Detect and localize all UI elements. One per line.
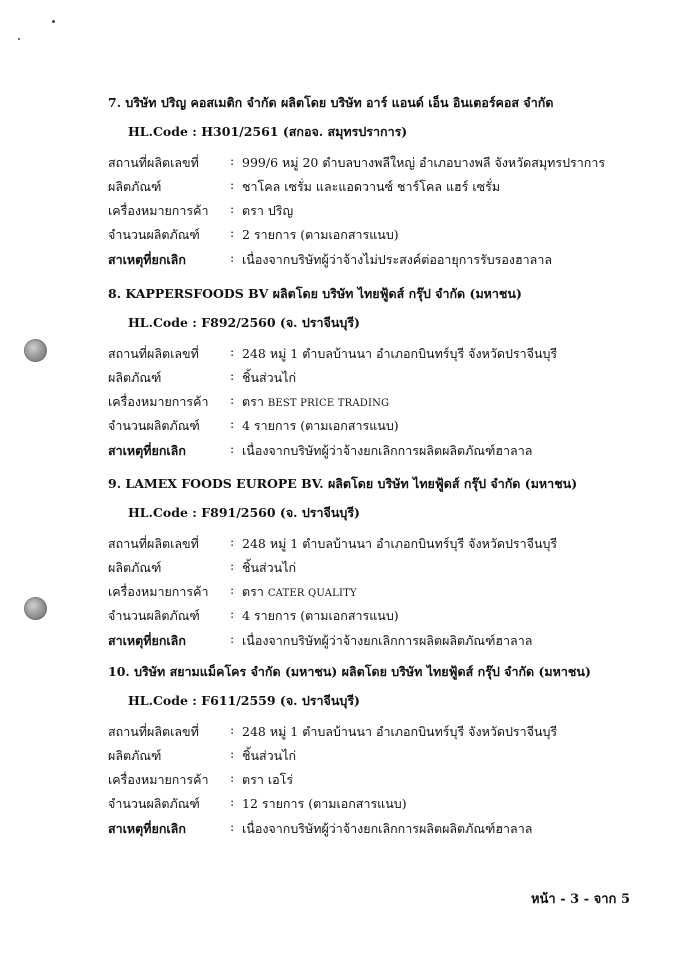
row-value-text: เนื่องจากบริษัทผู้ว่าจ้างไม่ประสงค์ต่ออายุการรับรองฮาลาล xyxy=(242,252,552,267)
row-label: สถานที่ผลิตเลขที่ xyxy=(108,346,199,361)
row-label: สาเหตุที่ยกเลิก xyxy=(108,443,186,458)
punch-hole-top xyxy=(24,339,47,362)
row-colon: : xyxy=(230,606,235,621)
row-value xyxy=(242,631,532,651)
row-colon: : xyxy=(230,392,235,407)
entry-heading: 7. บริษัท ปริญ คอสเมติก จำกัด ผลิตโดย บริษัท อาร์ แอนด์ เอ็น อินเตอร์คอส จำกัด xyxy=(108,95,554,110)
row-label: เครื่องหมายการค้า xyxy=(108,203,209,218)
row-label: เครื่องหมายการค้า xyxy=(108,584,209,599)
hl-code: HL.Code : F611/2559 (จ. ปราจีนบุรี) xyxy=(128,693,360,708)
row-colon: : xyxy=(230,177,235,192)
row-colon: : xyxy=(230,416,235,431)
hl-code: HL.Code : F892/2560 (จ. ปราจีนบุรี) xyxy=(128,315,360,330)
row-label: สถานที่ผลิตเลขที่ xyxy=(108,536,199,551)
row-value-text: ชาโคล เซรั่ม และแอดวานซ์ ชาร์โคล แฮร์ เซรั่ม xyxy=(242,179,501,194)
row-value xyxy=(242,746,296,766)
row-value xyxy=(242,416,399,436)
row-value xyxy=(242,794,407,814)
row-value xyxy=(242,582,357,602)
row-value-text: ตรา xyxy=(242,584,268,599)
entry-heading: 9. LAMEX FOODS EUROPE BV. ผลิตโดย บริษัท ไทยฟู้ดส์ กรุ๊ป จำกัด (มหาชน) xyxy=(108,476,578,491)
row-label: จำนวนผลิตภัณฑ์ xyxy=(108,418,200,433)
entry-heading: 10. บริษัท สยามแม็คโคร จำกัด (มหาชน) ผลิตโดย บริษัท ไทยฟู้ดส์ กรุ๊ป จำกัด (มหาชน) xyxy=(108,664,591,679)
trademark-name: CATER QUALITY xyxy=(267,588,357,599)
row-colon: : xyxy=(230,794,235,809)
row-value-text: ชิ้นส่วนไก่ xyxy=(242,560,297,575)
row-colon: : xyxy=(230,250,235,265)
row-value xyxy=(242,201,293,221)
row-label: จำนวนผลิตภัณฑ์ xyxy=(108,796,200,811)
entry-heading: 8. KAPPERSFOODS BV ผลิตโดย บริษัท ไทยฟู้ดส์ กรุ๊ป จำกัด (มหาชน) xyxy=(108,286,522,301)
row-label: ผลิตภัณฑ์ xyxy=(108,370,162,385)
row-label: สถานที่ผลิตเลขที่ xyxy=(108,724,199,739)
row-colon: : xyxy=(230,770,235,785)
row-value xyxy=(242,225,399,245)
scan-speck xyxy=(18,38,20,40)
row-label: เครื่องหมายการค้า xyxy=(108,772,209,787)
row-value-text: 999/6 หมู่ 20 ตำบลบางพลีใหญ่ อำเภอบางพลี จังหวัดสมุทรปราการ xyxy=(242,155,606,170)
row-value xyxy=(242,368,296,388)
row-label: ผลิตภัณฑ์ xyxy=(108,560,162,575)
row-value-text: 2 รายการ (ตามเอกสารแนบ) xyxy=(242,227,399,242)
row-value-text: เนื่องจากบริษัทผู้ว่าจ้างยกเลิกการผลิตผลิตภัณฑ์ฮาลาล xyxy=(242,443,533,458)
row-value xyxy=(242,392,389,412)
row-colon: : xyxy=(230,746,235,761)
row-value-text: 4 รายการ (ตามเอกสารแนบ) xyxy=(242,608,399,623)
punch-hole-bottom xyxy=(24,597,47,620)
row-colon: : xyxy=(230,582,235,597)
row-label: สาเหตุที่ยกเลิก xyxy=(108,252,186,267)
row-value xyxy=(242,344,557,364)
row-colon: : xyxy=(230,225,235,240)
row-label: ผลิตภัณฑ์ xyxy=(108,179,162,194)
row-value xyxy=(242,722,557,742)
row-value xyxy=(242,177,500,197)
row-value-text: ตรา ปริญ xyxy=(242,203,294,218)
row-value xyxy=(242,770,293,790)
row-label: จำนวนผลิตภัณฑ์ xyxy=(108,227,200,242)
row-label: สาเหตุที่ยกเลิก xyxy=(108,633,186,648)
trademark-name: BEST PRICE TRADING xyxy=(267,398,390,409)
row-value-text: 248 หมู่ 1 ตำบลบ้านนา อำเภอกบินทร์บุรี จังหวัดปราจีนบุรี xyxy=(242,536,558,551)
row-value xyxy=(242,153,605,173)
row-label: จำนวนผลิตภัณฑ์ xyxy=(108,608,200,623)
row-colon: : xyxy=(230,441,235,456)
row-colon: : xyxy=(230,153,235,168)
row-label: ผลิตภัณฑ์ xyxy=(108,748,162,763)
row-value-text: ตรา เอโร่ xyxy=(242,772,294,787)
row-value xyxy=(242,558,296,578)
row-value-text: ชิ้นส่วนไก่ xyxy=(242,370,297,385)
row-value-text: 12 รายการ (ตามเอกสารแนบ) xyxy=(242,796,407,811)
page-number: หน้า - 3 - จาก 5 xyxy=(530,892,630,907)
row-label: สถานที่ผลิตเลขที่ xyxy=(108,155,199,170)
row-value-text: เนื่องจากบริษัทผู้ว่าจ้างยกเลิกการผลิตผลิตภัณฑ์ฮาลาล xyxy=(242,821,533,836)
row-value xyxy=(242,534,557,554)
hl-code: HL.Code : F891/2560 (จ. ปราจีนบุรี) xyxy=(128,505,360,520)
row-colon: : xyxy=(230,201,235,216)
scan-speck xyxy=(52,20,55,23)
row-colon: : xyxy=(230,344,235,359)
row-value-text: เนื่องจากบริษัทผู้ว่าจ้างยกเลิกการผลิตผลิตภัณฑ์ฮาลาล xyxy=(242,633,533,648)
row-value-text: 4 รายการ (ตามเอกสารแนบ) xyxy=(242,418,399,433)
row-value xyxy=(242,819,532,839)
row-label: สาเหตุที่ยกเลิก xyxy=(108,821,186,836)
row-colon: : xyxy=(230,722,235,737)
row-value xyxy=(242,606,399,626)
row-value-text: ชิ้นส่วนไก่ xyxy=(242,748,297,763)
row-colon: : xyxy=(230,368,235,383)
row-value xyxy=(242,250,552,270)
row-colon: : xyxy=(230,631,235,646)
row-label: เครื่องหมายการค้า xyxy=(108,394,209,409)
row-colon: : xyxy=(230,558,235,573)
hl-code: HL.Code : H301/2561 (สกอจ. สมุทรปราการ) xyxy=(128,124,408,139)
row-value-text: 248 หมู่ 1 ตำบลบ้านนา อำเภอกบินทร์บุรี จังหวัดปราจีนบุรี xyxy=(242,724,558,739)
row-colon: : xyxy=(230,819,235,834)
row-colon: : xyxy=(230,534,235,549)
row-value-text: ตรา xyxy=(242,394,268,409)
row-value-text: 248 หมู่ 1 ตำบลบ้านนา อำเภอกบินทร์บุรี จังหวัดปราจีนบุรี xyxy=(242,346,558,361)
row-value xyxy=(242,441,532,461)
